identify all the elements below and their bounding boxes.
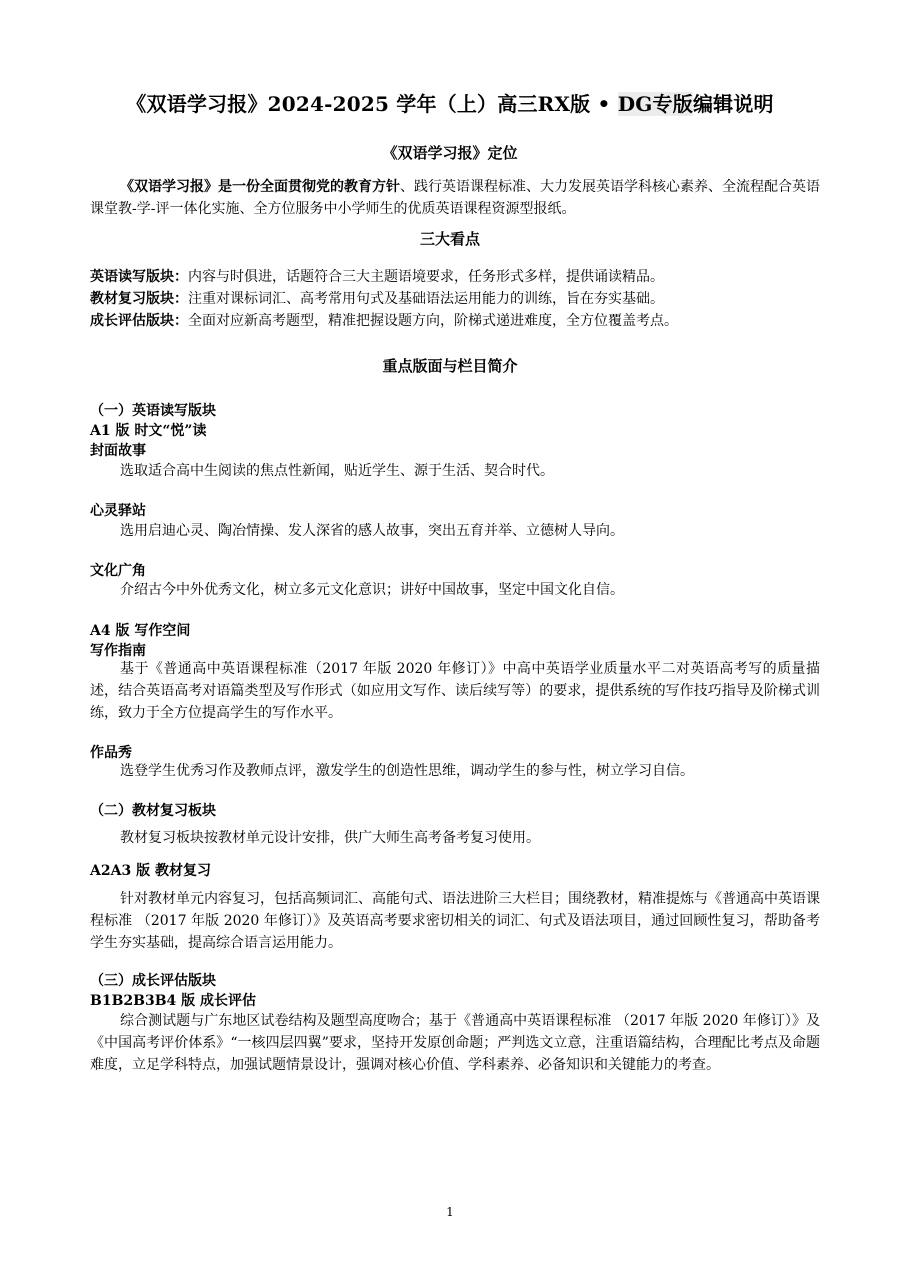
highlight-item: 教材复习版块：注重对课标词汇、高考常用句式及基础语法运用能力的训练，旨在夯实基础。 bbox=[90, 291, 664, 307]
soul-station-label: 心灵驿站 bbox=[90, 503, 146, 519]
works-label: 作品秀 bbox=[90, 745, 132, 761]
positioning-paragraph bbox=[90, 176, 820, 220]
cover-story-label: 封面故事 bbox=[90, 443, 146, 459]
culture-text: 介绍古今中外优秀文化，树立多元文化意识；讲好中国故事，坚定中国文化自信。 bbox=[120, 582, 624, 598]
highlight-item: 成长评估版块：全面对应新高考题型，精准把握设题方向，阶梯式递进难度，全方位覆盖考点。 bbox=[90, 313, 678, 329]
highlight-item: 英语读写版块：内容与时俱进，话题符合三大主题语境要求，任务形式多样，提供诵读精品。 bbox=[90, 269, 664, 285]
section2-text: 针对教材单元内容复习，包括高频词汇、高能句式、语法进阶三大栏目；围绕教材，精准提炼与《普通高中英语课程标准 （2017 年版 2020 年修订）》及英语高考要求密切相关的词汇、句式及语法项目，通过回顾性复习，帮助备考学生夯实基础，提高综合语言运用能力。 bbox=[90, 891, 820, 951]
document-title bbox=[0, 88, 900, 117]
title-highlight: DG专版 bbox=[617, 92, 693, 116]
section2-heading: （二）教材复习板块 bbox=[90, 803, 216, 819]
writing-guide-label: 写作指南 bbox=[90, 643, 146, 659]
a4-label: A4 版 写作空间 bbox=[90, 623, 191, 639]
section3-heading: （三）成长评估版块 bbox=[90, 973, 216, 989]
works-text: 选登学生优秀习作及教师点评，激发学生的创造性思维，调动学生的参与性，树立学习自信。 bbox=[120, 763, 694, 779]
section1-heading: （一）英语读写版块 bbox=[90, 403, 216, 419]
positioning-rest: 、践行英语课程标准、大力发展英语学科核心素养、全流程配合英语课堂教-学-评一体化实施、全方位服务中小学师生的优质英语课程资源型报纸。 bbox=[90, 179, 820, 217]
writing-guide-text: 基于《普通高中英语课程标准（2017 年版 2020 年修订）》中高中英语学业质量水平二对英语高考写的质量描述，结合英语高考对语篇类型及写作形式（如应用文写作、读后续写等）的要求，提供系统的写作技巧指导及阶梯式训练，致力于全方位提高学生的写作水平。 bbox=[90, 661, 820, 721]
page-number: 1 bbox=[446, 1205, 454, 1219]
culture-label: 文化广角 bbox=[90, 563, 146, 579]
cover-story-text: 选取适合高中生阅读的焦点性新闻，贴近学生、源于生活、契合时代。 bbox=[120, 463, 554, 479]
a2a3-label: A2A3 版 教材复习 bbox=[90, 863, 211, 879]
soul-station-text: 选用启迪心灵、陶冶情操、发人深省的感人故事，突出五育并举、立德树人导向。 bbox=[120, 523, 624, 539]
a1-label: A1 版 时文“悦”读 bbox=[90, 423, 207, 439]
title-part1: 《双语学习报》2024-2025 学年（上）高三RX版 • bbox=[126, 92, 618, 116]
positioning-lead: 《双语学习报》是一份全面贯彻党的教育方针 bbox=[120, 179, 400, 195]
b-label: B1B2B3B4 版 成长评估 bbox=[90, 993, 257, 1009]
title-part2: 编辑说明 bbox=[692, 92, 774, 116]
section2-intro: 教材复习板块按教材单元设计安排，供广大师生高考备考复习使用。 bbox=[120, 830, 540, 846]
highlights-heading: 三大看点 bbox=[419, 230, 480, 248]
positioning-heading: 《双语学习报》定位 bbox=[382, 144, 518, 162]
intro-heading: 重点版面与栏目简介 bbox=[382, 357, 518, 375]
section3-text: 综合测试题与广东地区试卷结构及题型高度吻合；基于《普通高中英语课程标准 （2017 年版 2020 年修订）》及《中国高考评价体系》“一核四层四翼”要求，坚持开发原创命题；严判选文立意，注重语篇结构，合理配比考点及命题难度，立足学科特点，加强试题情景设计，强调对核心价值、学科素养、必备知识和关键能力的考查。 bbox=[90, 1013, 820, 1073]
